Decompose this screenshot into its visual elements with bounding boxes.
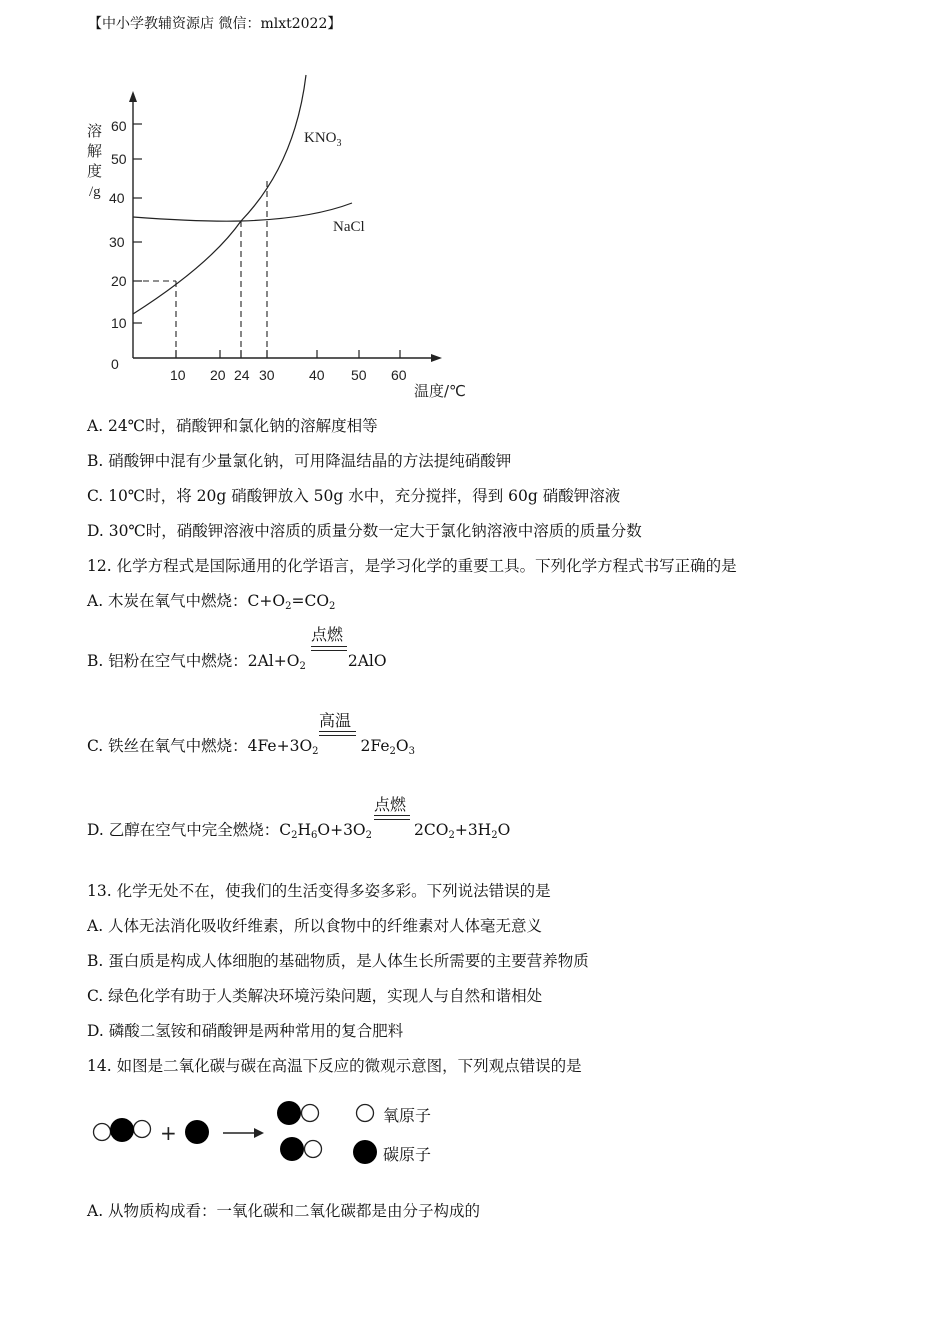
x-tick-label: 40 bbox=[309, 367, 325, 383]
co-molecule bbox=[280, 1137, 322, 1161]
legend-carbon-symbol bbox=[353, 1140, 377, 1164]
q13-option-d: D. 磷酸二氢铵和硝酸钾是两种常用的复合肥料 bbox=[87, 1022, 404, 1040]
y-axis-label-char: 解 bbox=[87, 142, 103, 160]
y-tick-label: 50 bbox=[111, 151, 127, 167]
x-tick-label: 10 bbox=[170, 367, 186, 383]
x-axis-arrow bbox=[431, 354, 442, 362]
q12-stem: 12. 化学方程式是国际通用的化学语言，是学习化学的重要工具。下列化学方程式书写正确的是 bbox=[87, 557, 737, 575]
x-tick-label: 50 bbox=[351, 367, 367, 383]
q12-d-condition: 点燃 bbox=[374, 795, 407, 814]
y-tick-label: 30 bbox=[109, 234, 125, 250]
x-tick-label: 30 bbox=[259, 367, 275, 383]
dashed-guides bbox=[133, 181, 267, 358]
q12-option-b: B. 铝粉在空气中燃烧：$2Al+O_2$ 2AlO bbox=[87, 652, 387, 672]
y-tick-label: 20 bbox=[111, 273, 127, 289]
series-nacl-curve bbox=[133, 203, 352, 221]
y-axis-arrow bbox=[129, 91, 137, 102]
page-header: 【中小学教辅资源店 微信：mlxt2022】 bbox=[88, 16, 342, 32]
q11-option-d: D. 30℃时，硝酸钾溶液中溶质的质量分数一定大于氯化钠溶液中溶质的质量分数 bbox=[87, 522, 642, 540]
y-tick-label: 0 bbox=[111, 356, 119, 372]
q12-option-a: A. 木炭在氧气中燃烧：$C+O_2=CO_2$ bbox=[87, 592, 336, 612]
legend-oxygen-label: 氧原子 bbox=[383, 1106, 432, 1125]
q11-option-a: A. 24℃时，硝酸钾和氯化钠的溶解度相等 bbox=[87, 417, 378, 435]
q14-stem: 14. 如图是二氧化碳与碳在高温下反应的微观示意图，下列观点错误的是 bbox=[87, 1057, 582, 1075]
q13-stem: 13. 化学无处不在，使我们的生活变得多姿多彩。下列说法错误的是 bbox=[87, 882, 551, 900]
q11-option-c: C. 10℃时，将 20g 硝酸钾放入 50g 水中，充分搅拌，得到 60g 硝酸钾溶液 bbox=[87, 487, 621, 505]
plus-sign: + bbox=[160, 1121, 177, 1145]
solubility-chart bbox=[80, 75, 500, 405]
series-label-kno3: $KNO_3$ bbox=[304, 130, 342, 149]
y-axis-label-char: 溶 bbox=[87, 122, 103, 140]
y-tick-marks bbox=[133, 124, 142, 323]
q12-b-condition: 点燃 bbox=[311, 625, 344, 644]
series-kno3-curve bbox=[133, 75, 306, 314]
y-tick-label: 10 bbox=[111, 315, 127, 331]
q12-c-condition: 高温 bbox=[319, 711, 352, 730]
legend-oxygen-symbol bbox=[357, 1105, 374, 1122]
q13-option-a: A. 人体无法消化吸收纤维素，所以食物中的纤维素对人体毫无意义 bbox=[87, 917, 543, 935]
q12-option-c: C. 铁丝在氧气中燃烧：$4Fe+3O_2$ $2Fe_2O_3$ bbox=[87, 737, 415, 757]
carbon-atom bbox=[185, 1120, 209, 1144]
x-tick-marks bbox=[176, 350, 400, 358]
q14-option-a: A. 从物质构成看：一氧化碳和二氧化碳都是由分子构成的 bbox=[87, 1202, 481, 1220]
y-tick-label: 40 bbox=[109, 190, 125, 206]
co2-molecule bbox=[94, 1118, 151, 1142]
y-axis-unit: /g bbox=[89, 184, 101, 200]
q13-option-b: B. 蛋白质是构成人体细胞的基础物质，是人体生长所需要的主要营养物质 bbox=[87, 952, 589, 970]
x-tick-label: 20 bbox=[210, 367, 226, 383]
x-axis-label: 温度/℃ bbox=[414, 382, 466, 400]
legend-carbon-label: 碳原子 bbox=[383, 1145, 432, 1164]
series-label-nacl: NaCl bbox=[333, 219, 365, 235]
q12-option-d: D. 乙醇在空气中完全燃烧：$C_2H_6O+3O_2$ $2CO_2+3H_2O$ bbox=[87, 821, 511, 841]
co-molecule bbox=[277, 1101, 319, 1125]
y-tick-label: 60 bbox=[111, 118, 127, 134]
q11-option-b: B. 硝酸钾中混有少量氯化钠，可用降温结晶的方法提纯硝酸钾 bbox=[87, 452, 512, 470]
q13-option-c: C. 绿色化学有助于人类解决环境污染问题，实现人与自然和谐相处 bbox=[87, 987, 543, 1005]
x-tick-label: 60 bbox=[391, 367, 407, 383]
y-axis-label-char: 度 bbox=[87, 162, 103, 180]
x-tick-label: 24 bbox=[234, 367, 250, 383]
